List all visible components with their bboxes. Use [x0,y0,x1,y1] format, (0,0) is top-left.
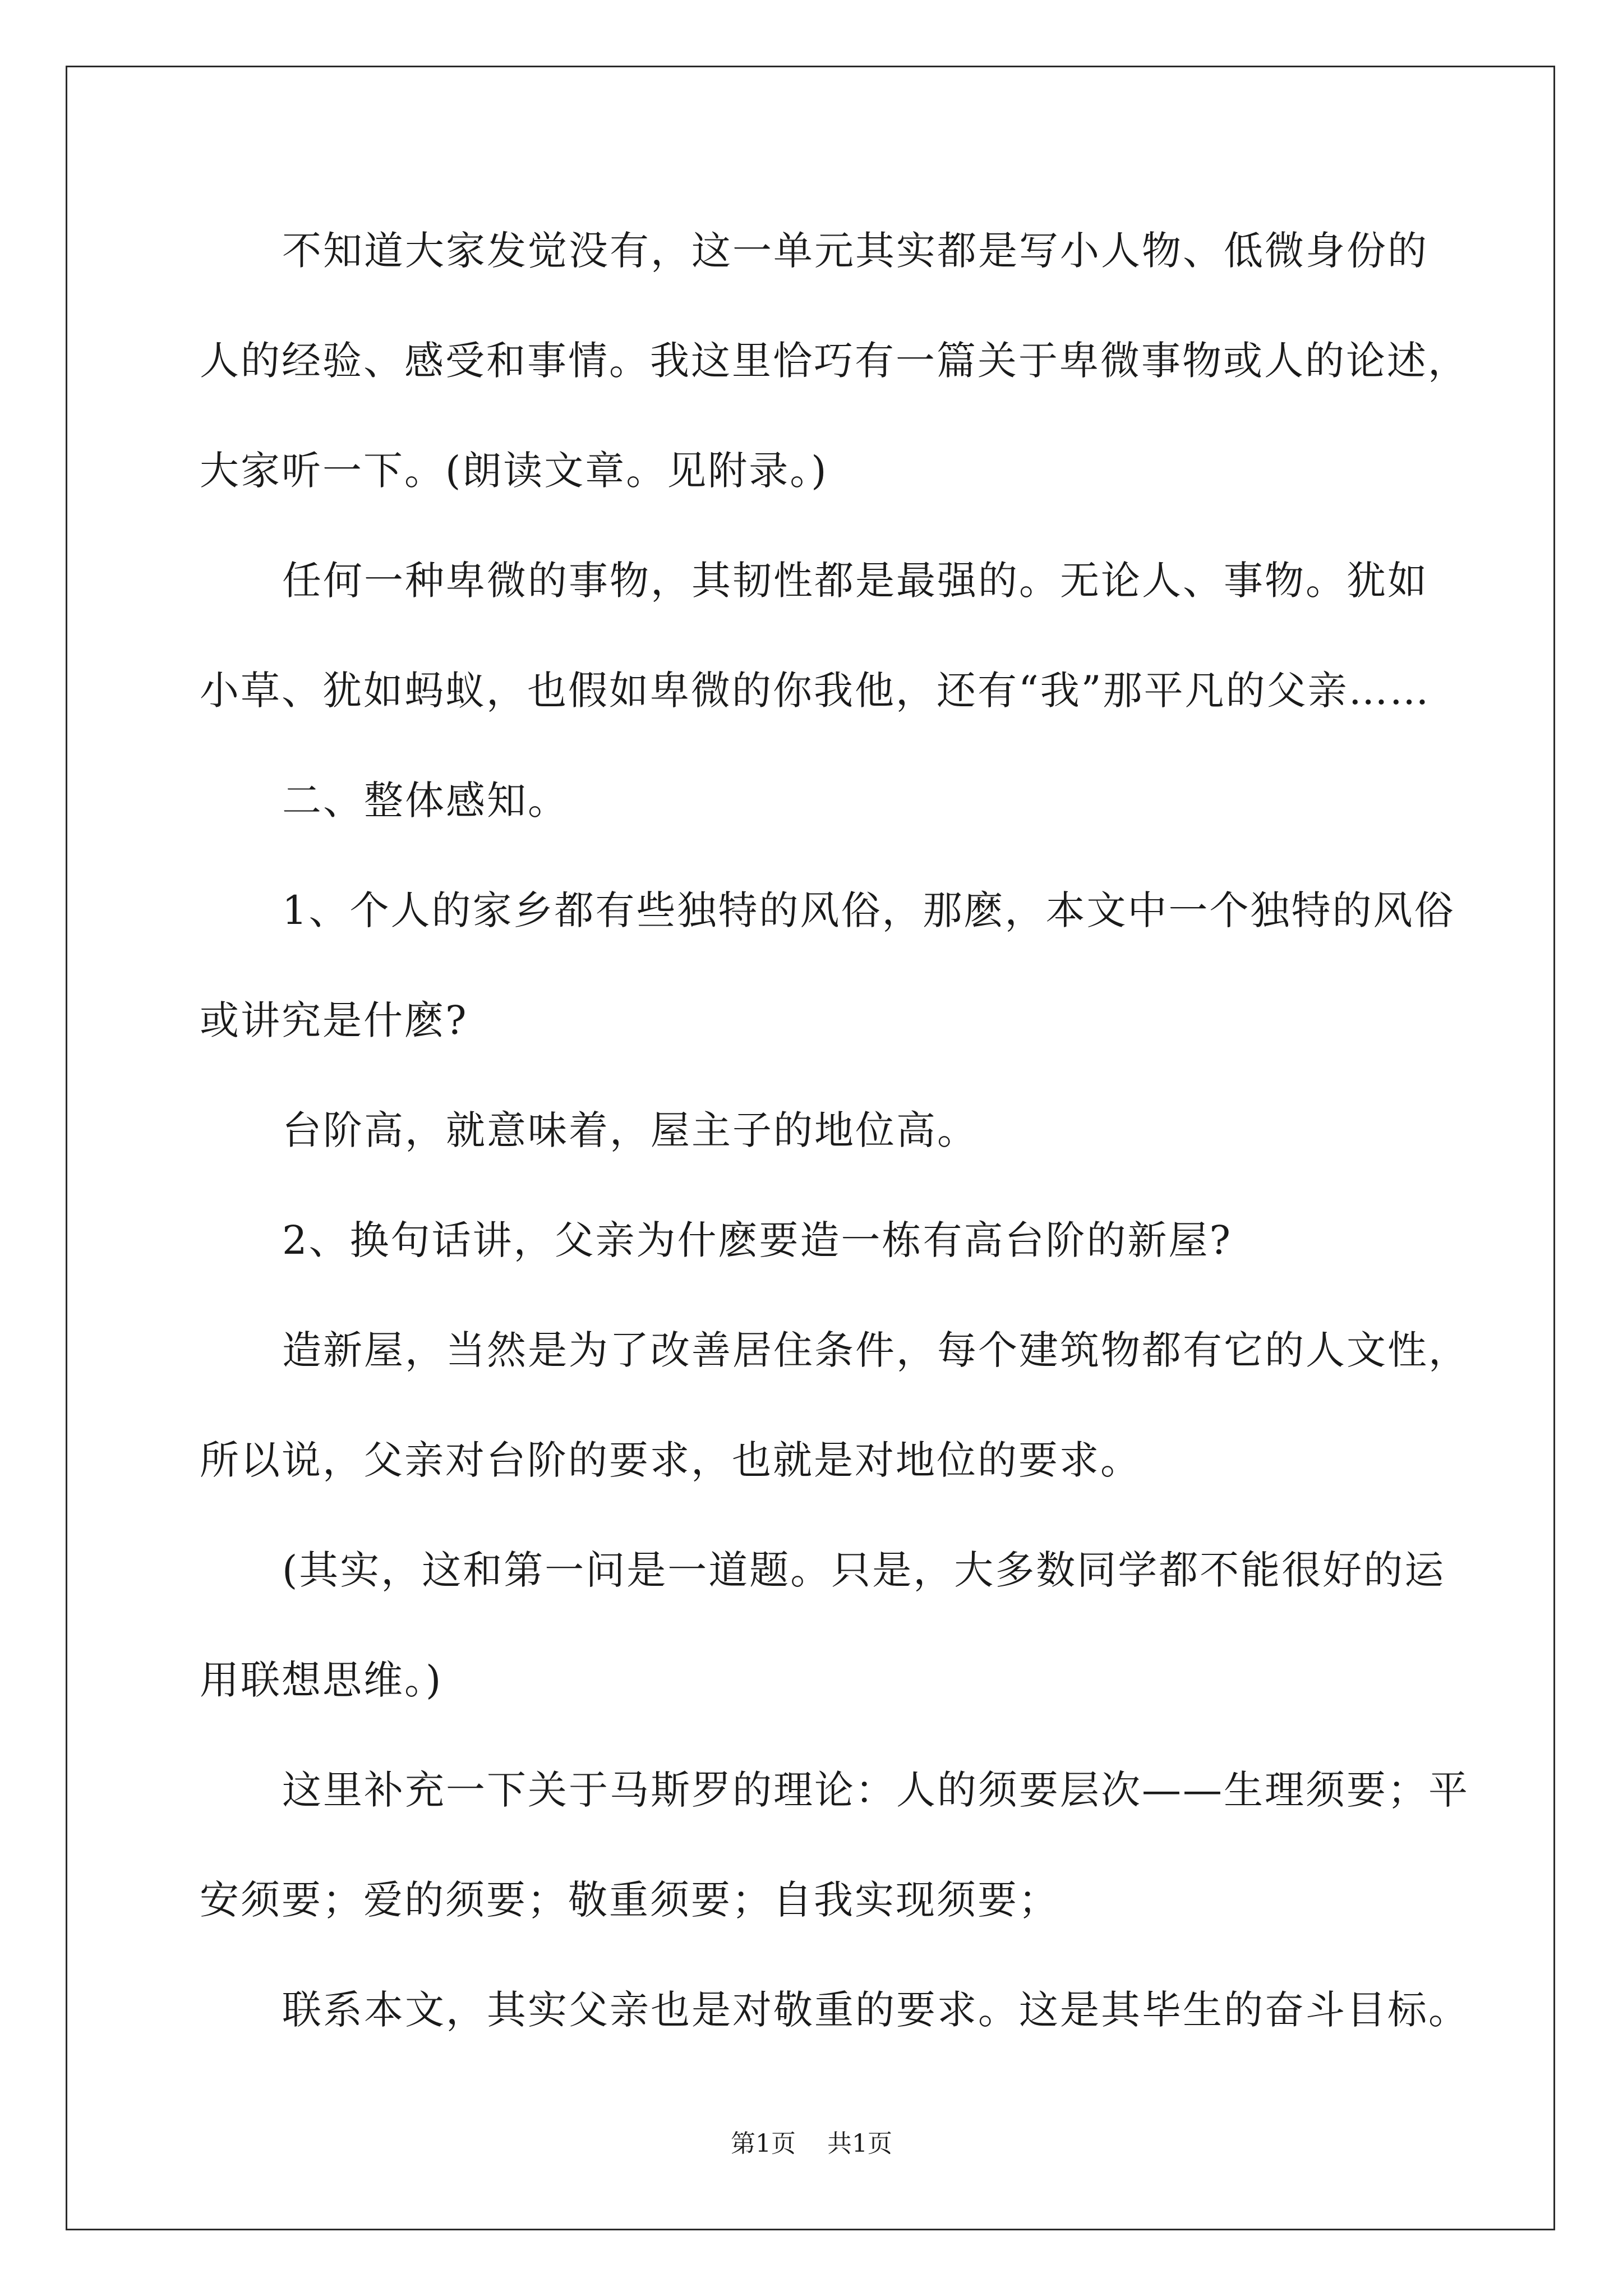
note-line-1: (其实，这和第一问是一道题。只是，大多数同学都不能很好的运 [282,1547,1446,1593]
paragraph-line-5: 小草、犹如蚂蚁，也假如卑微的你我他，还有“我”那平凡的父亲…… [200,668,1431,714]
question-2: 2、换句话讲，父亲为什麽要造一栋有高台阶的新屋? [282,1217,1233,1263]
section-heading: 二、整体感知。 [282,777,569,823]
conclusion-line: 联系本文，其实父亲也是对敬重的要求。这是其毕生的奋斗目标。 [282,1987,1469,2033]
answer-2-line-1: 造新屋，当然是为了改善居住条件，每个建筑物都有它的人文性， [282,1327,1469,1373]
paragraph-line-3: 大家听一下。(朗读文章。见附录。) [200,448,828,494]
answer-1: 台阶高，就意味着，屋主子的地位高。 [282,1107,978,1153]
answer-2-line-2: 所以说，父亲对台阶的要求，也就是对地位的要求。 [200,1437,1141,1483]
question-1-line-1: 1、个人的家乡都有些独特的风俗，那麽，本文中一个独特的风俗 [282,887,1455,933]
paragraph-line-1: 不知道大家发觉没有，这一单元其实都是写小人物、低微身份的 [282,228,1428,274]
paragraph-line-2: 人的经验、感受和事情。我这里恰巧有一篇关于卑微事物或人的论述， [200,338,1469,384]
theory-line-1: 这里补充一下关于马斯罗的理论：人的须要层次——生理须要；平 [282,1767,1469,1813]
page-footer [0,2129,1623,2158]
question-1-line-2: 或讲究是什麽? [200,997,468,1043]
paragraph-line-4: 任何一种卑微的事物，其韧性都是最强的。无论人、事物。犹如 [282,558,1428,604]
page-total: 共1页 [827,2129,892,2158]
note-line-2: 用联想思维。) [200,1657,443,1703]
theory-line-2: 安须要；爱的须要；敬重须要；自我实现须要； [200,1877,1059,1923]
page-number: 第1页 [731,2129,796,2158]
